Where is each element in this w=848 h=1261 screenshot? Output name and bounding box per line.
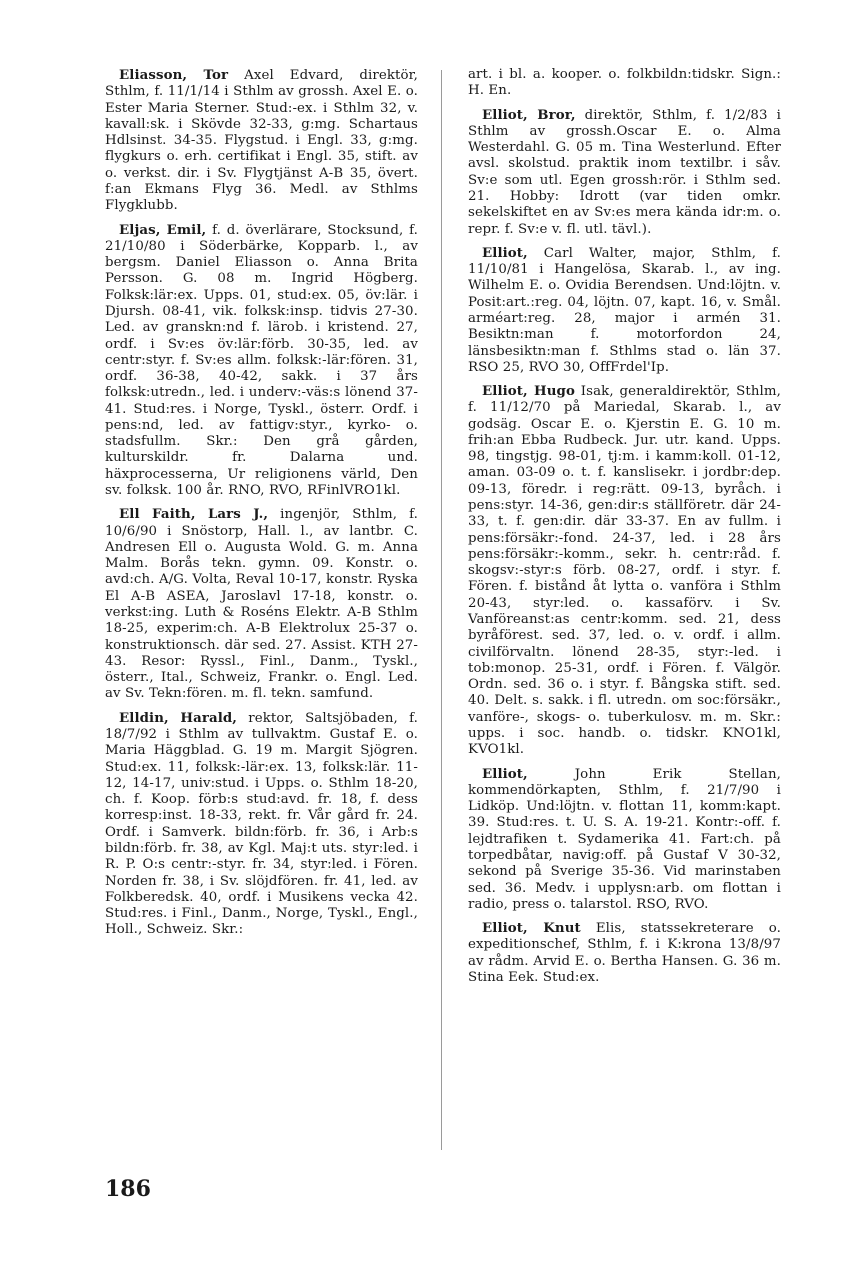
biography-entry [105,67,418,215]
biography-entry [468,920,781,986]
entry-name: Elliot, [482,244,528,261]
biography-entry [468,107,781,238]
column-divider [441,70,442,1150]
entry-text: rektor, Saltsjöbaden, f. 18/7/92 i Sthlm av tullvaktm. Gustaf E. o. Maria Häggblad. G. 19 m. Margit Sjögren. Stud:ex. 11, folksk:-lär:ex. 13, folksk:lär. 11-12, 14-17, univ:stud. i Upps. o. Sthlm 18-20, ch. f. Koop. förb:s stud:avd. fr. 18, f. dess korresp:inst. 18-33, rekt. fr. Vår gård fr. 24. Ordf. i Samverk. bildn:förb. fr. 36, i Arb:s bildn:förb. fr. 38, av Kgl. Maj:t uts. styr:led. i R. P. O:s centr:-styr. fr. 34, styr:led. i Fören. Norden fr. 38, i Sv. slöjdfören. fr. 41, led. av Folkberedsk. 40, ordf. i Musikens vecka 42. Stud:res. i Finl., Danm., Norge, Tyskl., Engl., Holl., Schweiz. Skr.: [105,710,418,938]
biography-entry [105,506,418,702]
entry-name: Elliot, Hugo [482,383,575,400]
biography-entry [468,383,781,758]
entry-text: Carl Walter, major, Sthlm, f. 11/10/81 i Hangelösa, Skarab. l., av ing. Wilhelm E. o. Ovidia Berendsen. Und:löjtn. v. Posit:art.:reg. 04, löjtn. 07, kapt. 16, v. Smål. arméart:reg. 28, major i armén 31. Besiktn:man f. motorfordon 24, länsbesiktn:man f. Sthlms stad o. län 37. RSO 25, RVO 30, OffFrdel'Ip. [468,245,781,375]
biography-entry [468,67,781,100]
entry-text: art. i bl. a. kooper. o. folkbildn:tidskr. Sign.: H. En. [468,67,781,99]
biography-entry [468,245,781,376]
entry-name: Ell Faith, Lars J., [119,506,269,523]
entry-text: direktör, Sthlm, f. 1/2/83 i Sthlm av grossh.Oscar E. o. Alma Westerdahl. G. 05 m. Tina Westerlund. Efter avsl. skolstud. praktik inom textilbr. i såv. Sv:e som utl. Egen grossh:rör. i Sthlm sed. 21. Hobby: Idrott (var tiden omkr. sekelskiftet en av Sv:es mera kända idr:m. o. repr. f. Sv:e v. fl. utl. tävl.). [468,107,781,237]
entry-text: Axel Edvard, direktör, Sthlm, f. 11/1/14 i Sthlm av grossh. Axel E. o. Ester Maria Sterner. Stud:-ex. i Sthlm 32, v. kavall:sk. i Skövde 32-33, g:mg. Schartaus Hdlsinst. 34-35. Flygstud. i Engl. 33, g:mg. flygkurs o. erh. certifikat i Engl. 35, stift. av o. verkst. dir. i Sv. Flygtjänst A-B 35, övert. f:an Ekmans Flyg 36. Medl. av Sthlms Flygklubb. [105,68,418,214]
biography-entry [105,222,418,500]
biography-entry [468,766,781,914]
right-column [468,67,781,993]
page-number: 186 [105,1176,151,1202]
entry-name: Eliasson, Tor [119,67,229,83]
entry-text: ingenjör, Sthlm, f. 10/6/90 i Snöstorp, Hall. l., av lantbr. C. Andresen Ell o. Augusta Wold. G. m. Anna Malm. Borås tekn. gymn. 09. Konstr. o. avd:ch. A/G. Volta, Reval 10-17, konstr. Ryska El A-B ASEA, Jaroslavl 17-18, konstr. o. verkst:ing. Luth & Roséns Elektr. A-B Sthlm 18-25, experim:ch. A-B Elektrolux 25-37 o. konstruktionsch. där sed. 27. Assist. KTH 27-43. Resor: Ryssl., Finl., Danm., Tyskl., österr., Ital., Schweiz, Frankr. o. Engl. Led. av Sv. Tekn:fören. m. fl. tekn. samfund. [105,507,418,702]
left-column [105,67,418,946]
entry-name: Elldin, Harald, [119,709,238,726]
entry-name: Elliot, [482,765,528,782]
entry-text: John Erik Stellan, kommendörkapten, Sthlm, f. 21/7/90 i Lidköp. Und:löjtn. v. flottan 11, komm:kapt. 39. Stud:res. t. U. S. A. 19-21. Kontr:-off. f. lejdtrafiken t. Sydamerika 41. Fart:ch. på torpedbåtar, navig:off. på Gustaf V 30-32, sekond på Sverige 35-36. Vid marinstaben sed. 36. Medv. i upplysn:arb. om flottan i radio, press o. talarstol. RSO, RVO. [468,766,781,912]
entry-text: f. d. överlärare, Stocksund, f. 21/10/80 i Söderbärke, Kopparb. l., av bergsm. Daniel Eliasson o. Anna Brita Persson. G. 08 m. Ingrid Högberg. Folksk:lär:ex. Upps. 01, stud:ex. 05, öv:lär. i Djursh. 08-41, vik. folksk:insp. tidvis 27-30. Led. av granskn:nd f. lärob. i kristend. 27, ordf. i Sv:es öv:lär:förb. 30-35, led. av centr:styr. f. Sv:es allm. folksk:-lär:fören. 31, ordf. 36-38, 40-42, sakk. i 37 års folksk:utredn., led. i underv:-väs:s lönend 37-41. Stud:res. i Norge, Tyskl., österr. Ordf. i pens:nd, led. av fattigv:styr., kyrko- o. stadsfullm. Skr.: Den grå gården, kulturskildr. fr. Dalarna und. häxprocesserna, Ur religionens värld, Den sv. folksk. 100 år. RNO, RVO, RFinlVRO1kl. [105,222,419,499]
entry-name: Elliot, Bror, [482,106,576,123]
biography-entry [105,710,418,939]
entry-name: Elliot, Knut [482,920,581,937]
entry-name: Eljas, Emil, [119,221,207,238]
entry-text: Elis, statssekreterare o. expeditionschef, Sthlm, f. i K:krona 13/8/97 av rådm. Arvid E. o. Bertha Hansen. G. 36 m. Stina Eek. Stud:ex. [468,921,781,985]
entry-text: Isak, generaldirektör, Sthlm, f. 11/12/70 på Mariedal, Skarab. l., av godsäg. Oscar E. o. Kjerstin E. G. 10 m. frih:an Ebba Rudbeck. Jur. utr. kand. Upps. 98, tingstjg. 98-01, tj:m. i kamm:koll. 01-12, aman. 03-09 o. t. f. kanslisekr. i jordbr:dep. 09-13, föredr. i reg:rätt. 09-13, byråch. i pens:styr. 14-36, gen:dir:s ställföretr. där 24-33, t. f. gen:dir. där 33-37. En av fullm. i pens:försäkr:-fond. 24-37, led. i 28 års pens:försäkr:-komm., sekr. h. centr:råd. f. skogsv:-styr:s förb. 08-27, ordf. i styr. f. Fören. f. bistånd åt lytta o. vanföra i Sthlm 20-43, styr:led. o. kassaförv. i Sv. Vanföreanst:as centr:komm. sed. 21, dess byråförest. sed. 37, led. o. v. ordf. i allm. civilförvaltn. lönend 28-35, styr:-led. i tob:monop. 25-31, ordf. i Fören. f. Välgör. Ordn. sed. 36 o. i styr. f. Bångska stift. sed. 40. Delt. s. sakk. i fl. utredn. om soc:försäkr., vanföre-, skogs- o. tuberkulosv. m. m. Skr.: upps. i soc. handb. o. tidskr. KNO1kl, KVO1kl. [468,384,781,758]
